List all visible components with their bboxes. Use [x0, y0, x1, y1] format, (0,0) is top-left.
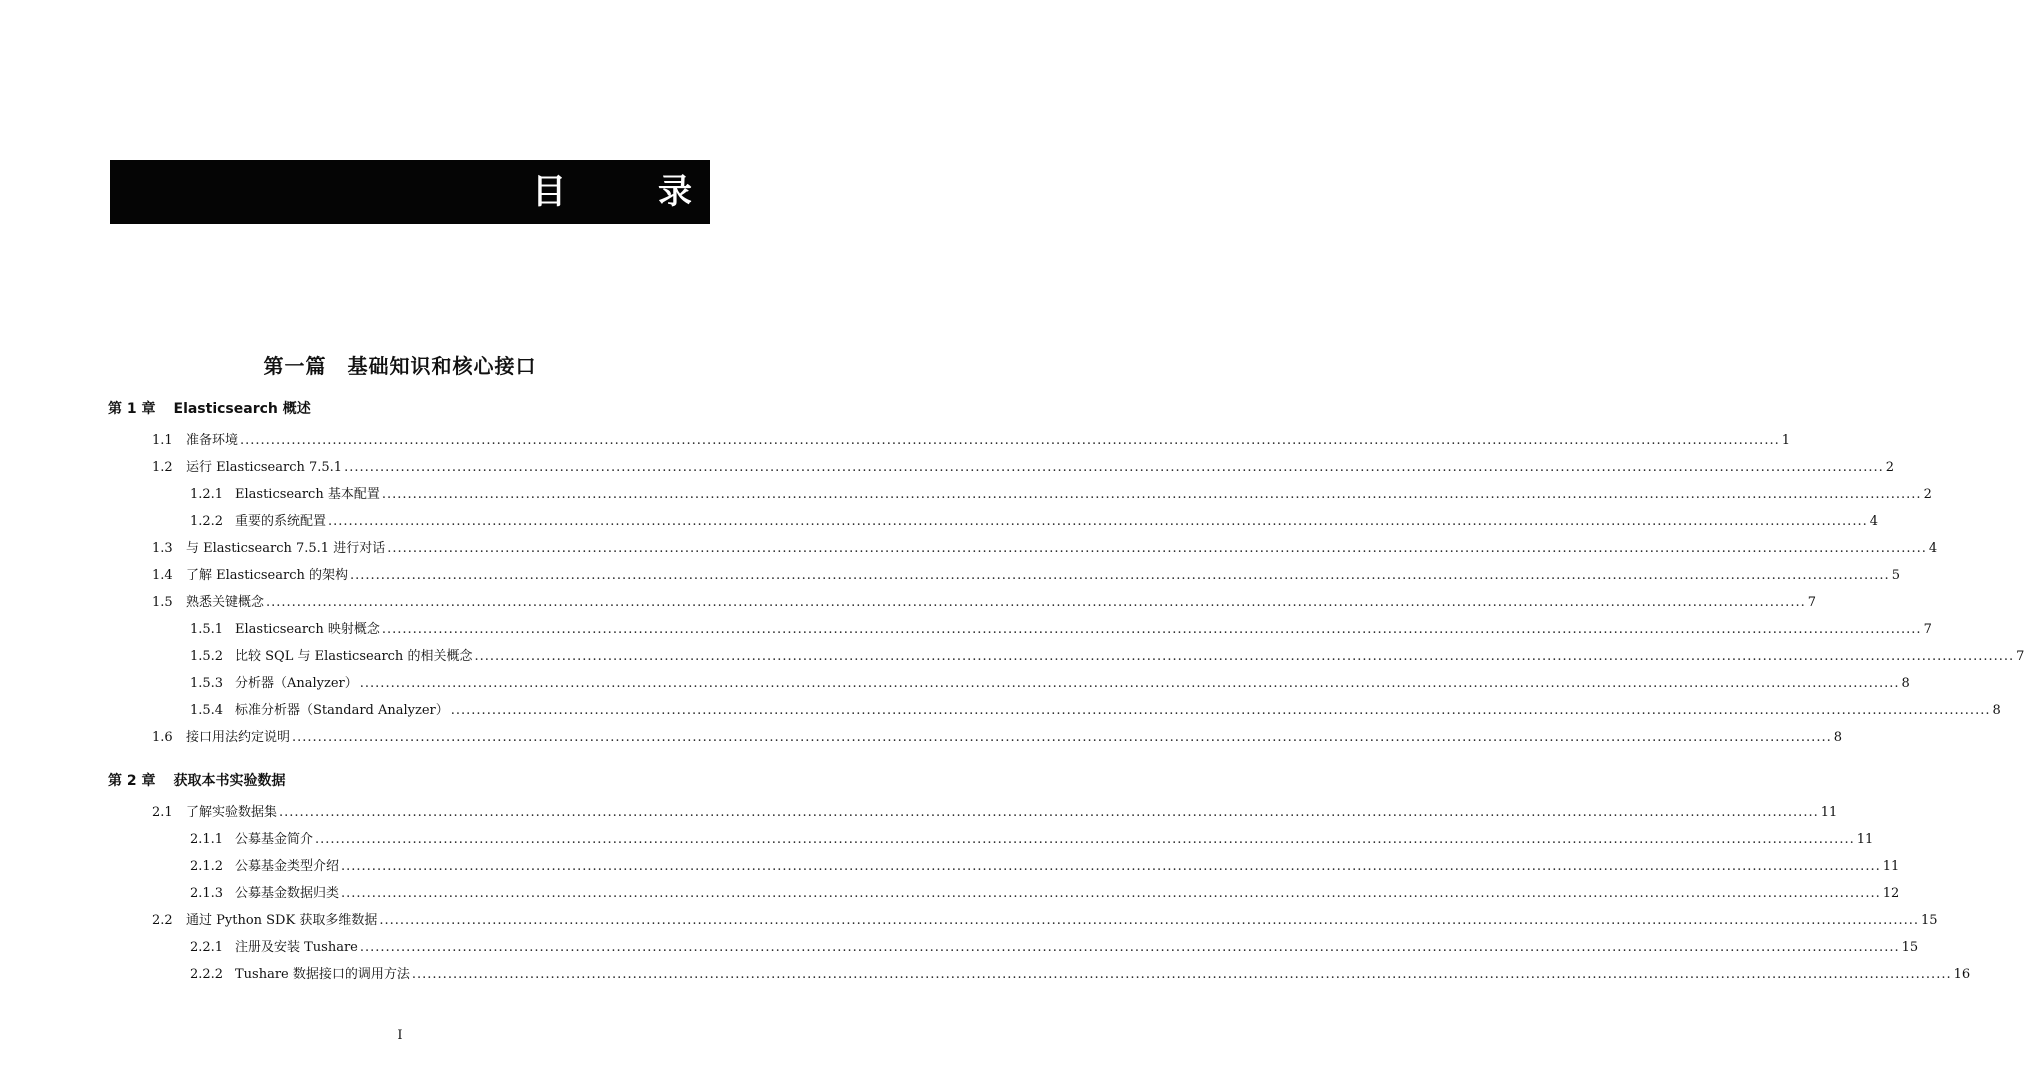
toc-entry-page: 12	[1882, 886, 1900, 901]
toc-entry-page: 7	[1923, 622, 1932, 637]
toc-entry-number: 1.2	[152, 460, 173, 475]
toc-entry[interactable]	[190, 647, 2024, 667]
toc-entry-title: 注册及安装 Tushare	[235, 940, 358, 955]
part-title: 第一篇 基础知识和核心接口	[263, 354, 537, 378]
toc-entry-number: 1.5.4	[190, 703, 224, 718]
toc-entry[interactable]	[152, 803, 1838, 823]
toc-entry[interactable]	[152, 593, 1816, 613]
chapter-number: 第 2 章	[108, 773, 156, 789]
dot-leader: ............................................................................................................................................................................................................................................................................................................	[315, 832, 1855, 847]
dot-leader: ............................................................................................................................................................................................................................................................................................................	[387, 541, 1927, 556]
toc-entry-title: 准备环境	[186, 433, 239, 448]
toc-entry-page: 8	[1901, 676, 1910, 691]
toc-entry-title: 了解 Elasticsearch 的架构	[186, 568, 348, 583]
toc-entry[interactable]	[190, 701, 2001, 721]
dot-leader: ............................................................................................................................................................................................................................................................................................................	[381, 487, 1922, 502]
dot-leader: ............................................................................................................................................................................................................................................................................................................	[411, 967, 1952, 982]
toc-entry[interactable]	[190, 938, 1919, 958]
dot-leader: ............................................................................................................................................................................................................................................................................................................	[379, 913, 1920, 928]
toc-entry-number: 2.1.2	[190, 859, 224, 874]
dot-leader: ............................................................................................................................................................................................................................................................................................................	[292, 730, 1832, 745]
toc-entry-page: 1	[1781, 433, 1790, 448]
dot-leader: ............................................................................................................................................................................................................................................................................................................	[279, 805, 1819, 820]
toc-entry-title: 标准分析器（Standard Analyzer）	[235, 703, 449, 718]
dot-leader: ............................................................................................................................................................................................................................................................................................................	[341, 859, 1881, 874]
toc-entry-page: 4	[1869, 514, 1878, 529]
toc-entry[interactable]	[190, 830, 1874, 850]
toc-entry[interactable]	[152, 566, 1900, 586]
toc-entry-page: 8	[1833, 730, 1842, 745]
toc-entry-page: 7	[2016, 649, 2024, 664]
toc-entry-number: 2.2.1	[190, 940, 224, 955]
toc-entry[interactable]	[190, 512, 1878, 532]
toc-entry[interactable]	[190, 857, 1900, 877]
toc-entry-number: 1.5	[152, 595, 173, 610]
toc-entry-page: 15	[1921, 913, 1938, 928]
toc-entry-title: 通过 Python SDK 获取多维数据	[186, 913, 378, 928]
toc-entry-number: 1.1	[152, 433, 173, 448]
toc-entry-number: 2.2	[152, 913, 173, 928]
toc-entry[interactable]	[190, 674, 1910, 694]
toc-entry[interactable]	[190, 485, 1932, 505]
dot-leader: ............................................................................................................................................................................................................................................................................................................	[341, 886, 1881, 901]
toc-entry-title: 运行 Elasticsearch 7.5.1	[186, 460, 343, 475]
chapter-number: 第 1 章	[108, 401, 156, 417]
toc-entry-number: 2.1.3	[190, 886, 224, 901]
toc-entry-number: 2.2.2	[190, 967, 224, 982]
toc-entry-number: 1.4	[152, 568, 173, 583]
toc-entry-title: 公募基金数据归类	[235, 886, 340, 901]
toc-entry-number: 1.6	[152, 730, 173, 745]
toc-entry-page: 16	[1953, 967, 1971, 982]
toc-entry-title: 公募基金简介	[235, 832, 314, 847]
toc-entry[interactable]	[190, 620, 1932, 640]
dot-leader: ............................................................................................................................................................................................................................................................................................................	[381, 622, 1922, 637]
toc-entry-page: 5	[1891, 568, 1900, 583]
toc-entry-title: 公募基金类型介绍	[235, 859, 340, 874]
toc-entry-number: 1.5.3	[190, 676, 224, 691]
toc-entry-number: 2.1	[152, 805, 173, 820]
toc-entry-number: 1.5.1	[190, 622, 224, 637]
page-number: I	[397, 1028, 403, 1043]
toc-entry[interactable]	[152, 728, 1842, 748]
dot-leader: ............................................................................................................................................................................................................................................................................................................	[328, 514, 1868, 529]
dot-leader: ............................................................................................................................................................................................................................................................................................................	[266, 595, 1806, 610]
toc-entry-page: 11	[1856, 832, 1874, 847]
toc-entry-page: 11	[1820, 805, 1838, 820]
toc-entry-title: 重要的系统配置	[235, 514, 327, 529]
toc-entry[interactable]	[152, 458, 1895, 478]
toc-entry-number: 1.5.2	[190, 649, 224, 664]
toc-entry-title: Elasticsearch 映射概念	[235, 622, 380, 637]
dot-leader: ............................................................................................................................................................................................................................................................................................................	[450, 703, 1991, 718]
toc-heading: 目 录	[532, 172, 732, 212]
toc-entry-page: 8	[1992, 703, 2001, 718]
toc-entry-page: 2	[1885, 460, 1895, 475]
toc-entry[interactable]	[190, 965, 1971, 985]
toc-entry-page: 15	[1901, 940, 1919, 955]
dot-leader: ............................................................................................................................................................................................................................................................................................................	[240, 433, 1780, 448]
toc-entry[interactable]	[152, 539, 1938, 559]
toc-entry[interactable]	[190, 884, 1900, 904]
toc-entry-title: 比较 SQL 与 Elasticsearch 的相关概念	[235, 649, 473, 664]
toc-entry-title: Elasticsearch 基本配置	[235, 487, 380, 502]
toc-entry-title: 接口用法约定说明	[186, 730, 291, 745]
toc-entry-page: 2	[1923, 487, 1932, 502]
toc-entry-page: 11	[1882, 859, 1900, 874]
dot-leader: ............................................................................................................................................................................................................................................................................................................	[359, 940, 1900, 955]
toc-entry-page: 7	[1807, 595, 1816, 610]
dot-leader: ............................................................................................................................................................................................................................................................................................................	[474, 649, 2015, 664]
toc-entry-page: 4	[1928, 541, 1938, 556]
toc-entry-title: 了解实验数据集	[186, 805, 278, 820]
dot-leader: ............................................................................................................................................................................................................................................................................................................	[359, 676, 1900, 691]
toc-entry-number: 2.1.1	[190, 832, 224, 847]
toc-entry-title: 分析器（Analyzer）	[235, 676, 358, 691]
toc-entry-title: 与 Elasticsearch 7.5.1 进行对话	[186, 541, 386, 556]
toc-entry-title: 熟悉关键概念	[186, 595, 265, 610]
toc-entry-number: 1.2.2	[190, 514, 224, 529]
toc-entry-number: 1.3	[152, 541, 173, 556]
chapter-title: Elasticsearch 概述	[173, 401, 311, 417]
toc-entry-number: 1.2.1	[190, 487, 224, 502]
toc-entry[interactable]	[152, 431, 1790, 451]
dot-leader: ............................................................................................................................................................................................................................................................................................................	[344, 460, 1884, 475]
chapter-title: 获取本书实验数据	[173, 773, 286, 789]
toc-entry[interactable]	[152, 911, 1938, 931]
toc-entry-title: Tushare 数据接口的调用方法	[235, 967, 410, 982]
dot-leader: ............................................................................................................................................................................................................................................................................................................	[349, 568, 1890, 583]
